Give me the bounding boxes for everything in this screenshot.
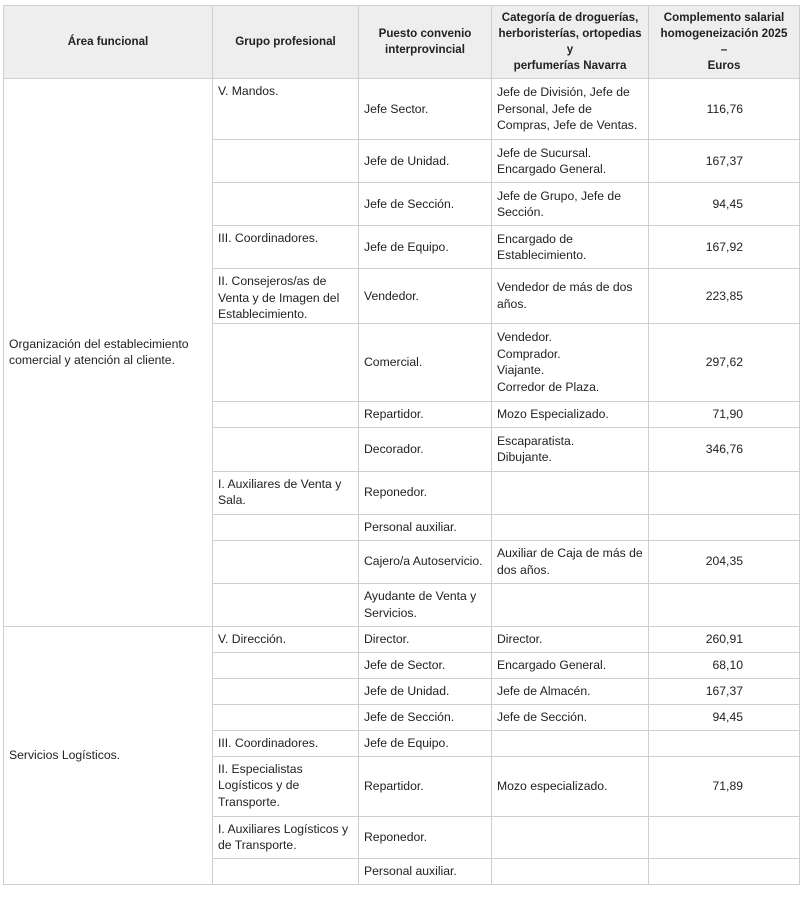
- grupo-cell: I. Auxiliares de Venta y Sala.: [213, 471, 359, 514]
- importe-cell: 346,76: [649, 427, 800, 471]
- importe-cell: 71,90: [649, 401, 800, 427]
- categoria-cell: Auxiliar de Caja de más de dos años.: [492, 540, 649, 583]
- categoria-cell: Vendedor. Comprador. Viajante. Corredor de Plaza.: [492, 323, 649, 401]
- grupo-cell: [213, 427, 359, 471]
- importe-cell: 116,76: [649, 79, 800, 140]
- categoria-cell: Jefe de Sección.: [492, 704, 649, 730]
- puesto-cell: Ayudante de Venta y Servicios.: [359, 583, 492, 626]
- categoria-cell: [492, 858, 649, 884]
- categoria-cell: [492, 583, 649, 626]
- area-cell: Servicios Logísticos.: [4, 626, 213, 884]
- puesto-cell: Jefe de Sección.: [359, 183, 492, 226]
- importe-cell: 68,10: [649, 652, 800, 678]
- grupo-cell: [213, 704, 359, 730]
- puesto-cell: Reponedor.: [359, 471, 492, 514]
- importe-cell: [649, 730, 800, 756]
- puesto-cell: Decorador.: [359, 427, 492, 471]
- grupo-cell: V. Mandos.: [213, 79, 359, 140]
- importe-cell: 260,91: [649, 626, 800, 652]
- header-puesto: Puesto convenio interprovincial: [359, 6, 492, 79]
- grupo-cell: III. Coordinadores.: [213, 730, 359, 756]
- puesto-cell: Cajero/a Autoservicio.: [359, 540, 492, 583]
- categoria-cell: Jefe de Grupo, Jefe de Sección.: [492, 183, 649, 226]
- puesto-cell: Jefe de Unidad.: [359, 678, 492, 704]
- importe-cell: 167,92: [649, 226, 800, 269]
- categoria-cell: Vendedor de más de dos años.: [492, 269, 649, 324]
- grupo-cell: [213, 140, 359, 183]
- puesto-cell: Personal auxiliar.: [359, 514, 492, 540]
- importe-cell: [649, 816, 800, 858]
- header-area: Área funcional: [4, 6, 213, 79]
- grupo-cell: V. Dirección.: [213, 626, 359, 652]
- importe-cell: [649, 514, 800, 540]
- puesto-cell: Jefe de Equipo.: [359, 730, 492, 756]
- puesto-cell: Vendedor.: [359, 269, 492, 324]
- grupo-cell: II. Especialistas Logísticos y de Transporte.: [213, 756, 359, 816]
- grupo-cell: III. Coordinadores.: [213, 226, 359, 269]
- puesto-cell: Reponedor.: [359, 816, 492, 858]
- importe-cell: 223,85: [649, 269, 800, 324]
- categoria-cell: Escaparatista. Dibujante.: [492, 427, 649, 471]
- categoria-cell: Encargado General.: [492, 652, 649, 678]
- importe-cell: [649, 471, 800, 514]
- importe-cell: [649, 858, 800, 884]
- grupo-cell: [213, 678, 359, 704]
- categoria-cell: Jefe de Almacén.: [492, 678, 649, 704]
- grupo-cell: [213, 514, 359, 540]
- puesto-cell: Jefe Sector.: [359, 79, 492, 140]
- puesto-cell: Jefe de Sector.: [359, 652, 492, 678]
- categoria-cell: [492, 730, 649, 756]
- grupo-cell: [213, 540, 359, 583]
- puesto-cell: Jefe de Equipo.: [359, 226, 492, 269]
- puesto-cell: Jefe de Sección.: [359, 704, 492, 730]
- puesto-cell: Director.: [359, 626, 492, 652]
- grupo-cell: [213, 583, 359, 626]
- importe-cell: 94,45: [649, 183, 800, 226]
- categoria-cell: Encargado de Establecimiento.: [492, 226, 649, 269]
- grupo-cell: [213, 652, 359, 678]
- importe-cell: 167,37: [649, 678, 800, 704]
- importe-cell: [649, 583, 800, 626]
- categoria-cell: Jefe de Sucursal. Encargado General.: [492, 140, 649, 183]
- header-row: [4, 6, 800, 79]
- header-categoria: Categoría de droguerías, herboristerías, ortopedias y perfumerías Navarra: [492, 6, 649, 79]
- categoria-cell: Director.: [492, 626, 649, 652]
- categoria-cell: Mozo especializado.: [492, 756, 649, 816]
- categoria-cell: Jefe de División, Jefe de Personal, Jefe de Compras, Jefe de Ventas.: [492, 79, 649, 140]
- categoria-cell: [492, 471, 649, 514]
- grupo-cell: [213, 323, 359, 401]
- table-row: [4, 626, 800, 652]
- header-grupo: Grupo profesional: [213, 6, 359, 79]
- importe-cell: 297,62: [649, 323, 800, 401]
- puesto-cell: Personal auxiliar.: [359, 858, 492, 884]
- grupo-cell: [213, 401, 359, 427]
- table-body: [4, 79, 800, 885]
- puesto-cell: Jefe de Unidad.: [359, 140, 492, 183]
- grupo-cell: [213, 858, 359, 884]
- grupo-cell: II. Consejeros/as de Venta y de Imagen del Establecimiento.: [213, 269, 359, 324]
- area-cell: Organización del establecimiento comercial y atención al cliente.: [4, 79, 213, 627]
- table-row: [4, 79, 800, 140]
- importe-cell: 94,45: [649, 704, 800, 730]
- puesto-cell: Repartidor.: [359, 756, 492, 816]
- categoria-cell: Mozo Especializado.: [492, 401, 649, 427]
- grupo-cell: [213, 183, 359, 226]
- puesto-cell: Repartidor.: [359, 401, 492, 427]
- header-complemento: Complemento salarial homogeneización 2025 – Euros: [649, 6, 800, 79]
- categoria-cell: [492, 514, 649, 540]
- salary-table: [3, 5, 800, 885]
- puesto-cell: Comercial.: [359, 323, 492, 401]
- importe-cell: 204,35: [649, 540, 800, 583]
- importe-cell: 71,89: [649, 756, 800, 816]
- categoria-cell: [492, 816, 649, 858]
- grupo-cell: I. Auxiliares Logísticos y de Transporte.: [213, 816, 359, 858]
- importe-cell: 167,37: [649, 140, 800, 183]
